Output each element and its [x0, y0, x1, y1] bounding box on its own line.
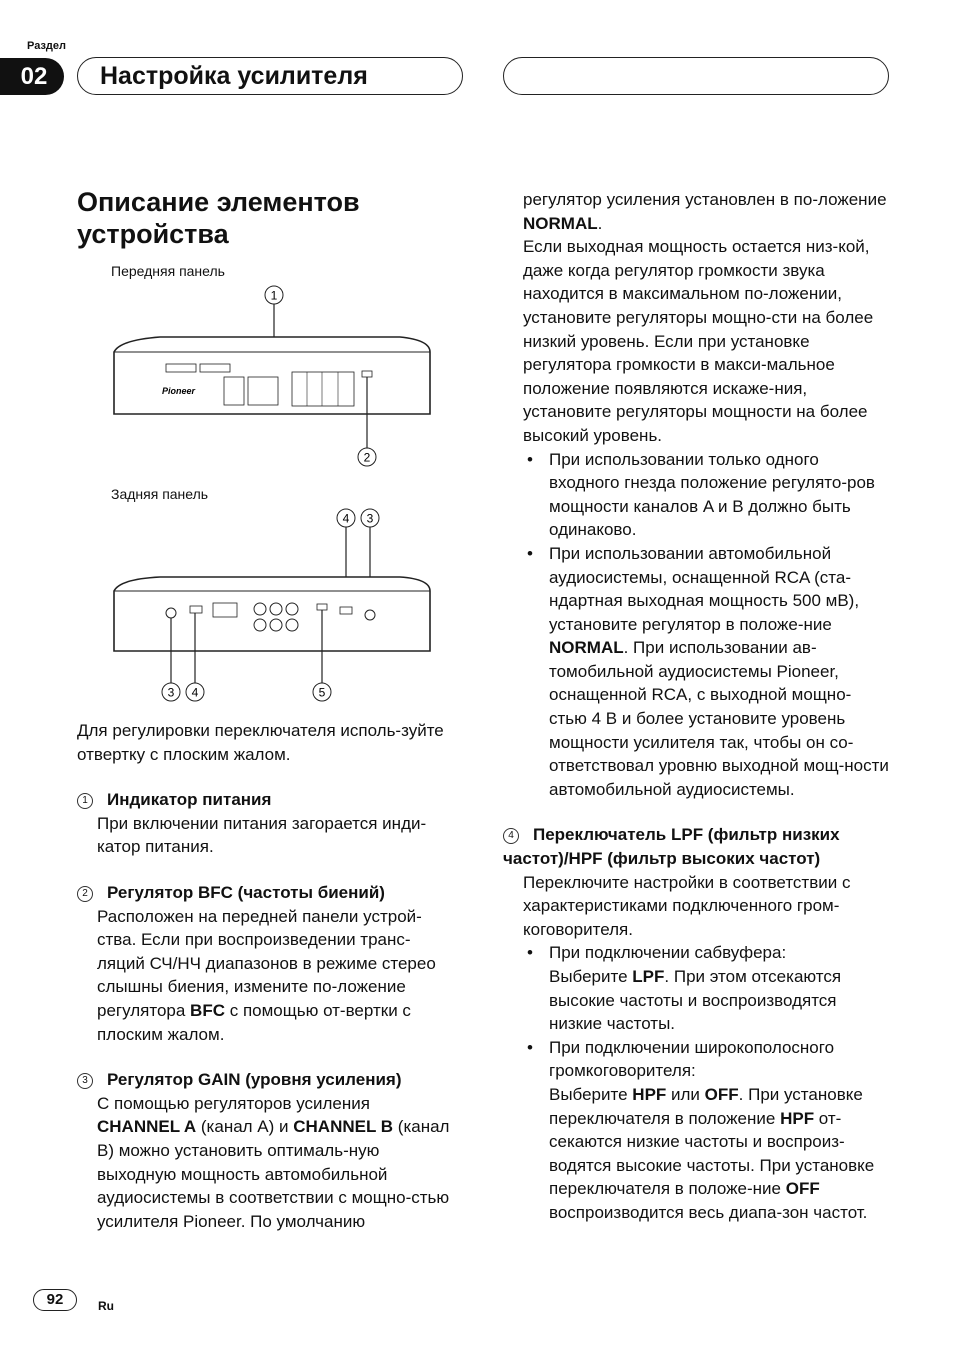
page-heading: Описание элементов устройства [77, 187, 360, 249]
item-3-number: 3 [77, 1073, 93, 1089]
item-3-continuation: регулятор усиления установлен в по-ложение NORMAL. [523, 190, 887, 233]
front-panel-diagram [100, 280, 445, 470]
gain-paragraph: Если выходная мощность остается низ-кой, даже когда регулятор громкости звука находится в максимальном по-ложении, установите регуляторы мощно-сти на более низкий уровень. Если при установке регулятора громкости в макси-мальное положение появляются искаже-ния, установите регуляторы мощности на более высокий уровень. [523, 237, 874, 445]
intro-text: Для регулировки переключателя исполь-зуйте отвертку с плоским жалом. [77, 721, 444, 764]
item-1-number: 1 [77, 793, 93, 809]
marker-3-top: 3 [366, 511, 374, 526]
bullet-rca-system: • При использовании автомобильной аудиосистемы, оснащенной RCA (ста-ндартная выходная мощность 500 мВ), установите регулятор в положе-ние NORMAL. При использовании ав-томобильной аудиосистемы Pioneer, оснащенной RCA, с выходной мощно-стью 4 В и более установите уровень мощности усилителя так, чтобы он со-ответствовал уровню выходной мощ-ности автомобильной аудиосистемы. [549, 542, 889, 802]
marker-5: 5 [318, 685, 326, 700]
item-3-title: 3 Регулятор GAIN (уровня усиления) [77, 1068, 457, 1092]
marker-4-bottom: 4 [191, 685, 199, 700]
item-2-number: 2 [77, 886, 93, 902]
section-number-badge: 02 [0, 58, 64, 95]
rear-panel-diagram [100, 505, 445, 705]
item-1-title: 1 Индикатор питания [77, 788, 457, 812]
chapter-title: Настройка усилителя [77, 57, 463, 95]
language-code: Ru [98, 1299, 114, 1313]
rear-panel-label: Задняя панель [111, 486, 209, 502]
bullet-single-input: • При использовании только одного входного гнезда положение регулято-ров мощности каналов A и B должно быть одинаково. [549, 448, 889, 542]
left-column [77, 719, 457, 1233]
front-panel-label: Передняя панель [111, 263, 225, 279]
item-4-title: 4 Переключатель LPF (фильтр низких частот)/HPF (фильтр высоких частот) [503, 825, 840, 869]
page-number: 92 [33, 1289, 77, 1311]
item-2-title: 2 Регулятор BFC (частоты биений) [77, 881, 457, 905]
section-label: Раздел [27, 40, 66, 52]
bullet-fullrange: • При подключении широкополосного громкоговорителя: Выберите HPF или OFF. При установке переключателя в положение HPF от-секаются низкие частоты и воспроиз-водятся высокие частоты. При установке переключателя в положе-ние OFF воспроизводится весь диапа-зон частот. [549, 1036, 889, 1225]
marker-1: 1 [270, 288, 278, 303]
item-3-text: С помощью регуляторов усиления CHANNEL A (канал A) и CHANNEL B (канал B) можно установить оптималь-ную выходную мощность автомобильной аудиосистемы в соответствии с мощно-стью усилителя Pioneer. По умолчанию [97, 1093, 450, 1231]
marker-4-top: 4 [342, 511, 350, 526]
marker-3-bottom: 3 [167, 685, 175, 700]
bullet-subwoofer: • При подключении сабвуфера: Выберите LPF. При этом отсекаются высокие частоты и воспроизводятся низкие частоты. [549, 941, 889, 1035]
marker-2: 2 [363, 450, 371, 465]
header-empty-pill [503, 57, 889, 95]
right-column [503, 188, 889, 1225]
item-4-number: 4 [503, 828, 519, 844]
item-2-text: Расположен на передней панели устрой-ства. Если при воспроизведении транс-ляций СЧ/НЧ диапазонов в режиме стерео слышны биения, измените по-ложение регулятора BFC с помощью от-вертки с плоским жалом. [97, 906, 436, 1044]
brand-logo: Pioneer [162, 386, 196, 396]
item-4-text: Переключите настройки в соответствии с характеристиками подключенного гром-коговорителя. [523, 872, 851, 939]
item-1-text: При включении питания загорается инди-катор питания. [97, 813, 427, 857]
